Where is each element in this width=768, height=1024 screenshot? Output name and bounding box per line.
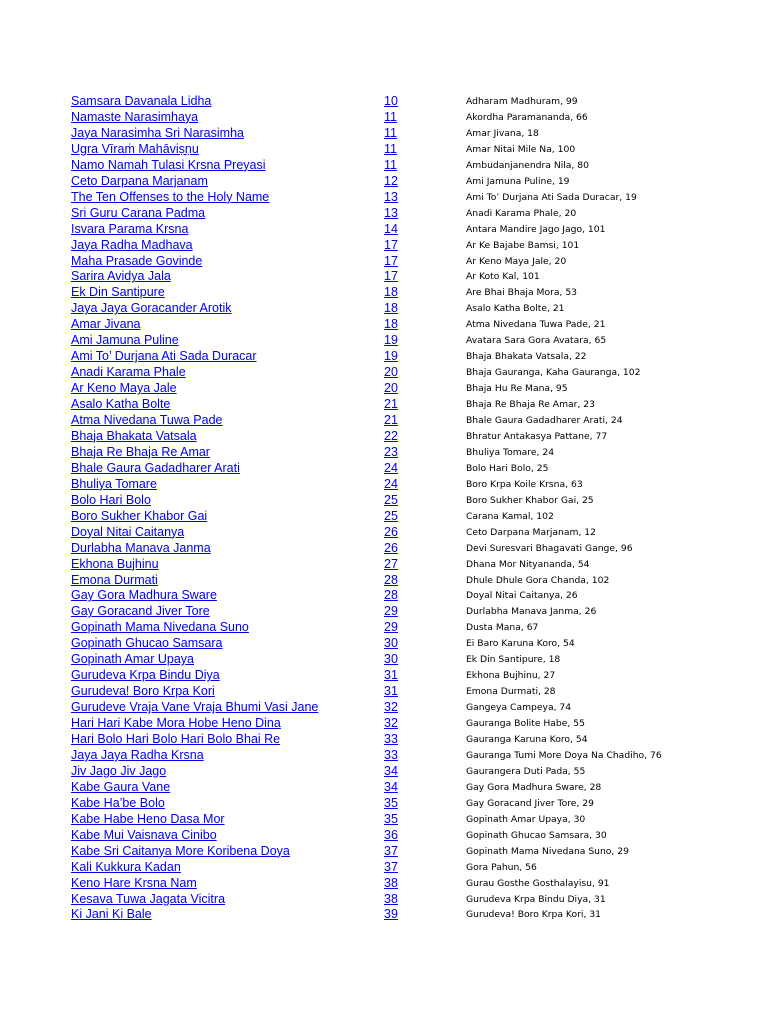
page-number-link[interactable]: 20 [384, 365, 398, 380]
alphabetical-index-entry: Bhale Gaura Gadadharer Arati, 24 [466, 415, 623, 426]
index-row [0, 492, 768, 508]
page-number-link[interactable]: 29 [384, 604, 398, 619]
page-number-link[interactable]: 26 [384, 524, 398, 539]
index-row [0, 619, 768, 635]
index-row [0, 93, 768, 109]
alphabetical-index-entry: Akordha Paramananda, 66 [466, 111, 588, 123]
index-row [0, 284, 768, 300]
song-title-link[interactable]: Namaste Narasimhaya [71, 109, 199, 124]
song-title-link[interactable]: Sarira Avidya Jala [71, 269, 171, 284]
page-number-link[interactable]: 18 [384, 301, 398, 316]
song-title-link[interactable]: Maha Prasade Govinde [71, 253, 203, 268]
alphabetical-index-entry: Ekhona Bujhinu, 27 [466, 670, 556, 682]
song-title-link[interactable]: Kabe Ha’be Bolo [71, 795, 165, 810]
song-title-link[interactable]: Anadi Karama Phale [71, 365, 186, 380]
page-number-link[interactable]: 18 [384, 285, 398, 300]
index-row [0, 157, 768, 173]
index-row [0, 906, 768, 922]
alphabetical-index-entry: Antara Mandire Jago Jago, 101 [466, 223, 606, 235]
index-row [0, 524, 768, 540]
index-row [0, 396, 768, 412]
alphabetical-index-entry: Ar Keno Maya Jale, 20 [466, 255, 567, 267]
index-row [0, 316, 768, 332]
song-title-link[interactable]: Hari Hari Kabe Mora Hobe Heno Dina [71, 716, 281, 731]
alphabetical-index-entry: Gauranga Bolite Habe, 55 [466, 718, 585, 730]
index-row [0, 173, 768, 189]
song-title-link[interactable]: Emona Durmati [71, 572, 158, 587]
alphabetical-index-entry: Gauranga Tumi More Doya Na Chadiho, 76 [466, 749, 662, 761]
alphabetical-index-entry: Gora Pahun, 56 [466, 861, 537, 873]
index-row [0, 476, 768, 492]
alphabetical-index-entry: Ek Din Santipure, 18 [466, 654, 561, 666]
alphabetical-index-entry: Ar Ke Bajabe Bamsi, 101 [466, 239, 580, 251]
page-number-link[interactable]: 28 [384, 572, 398, 587]
song-title-link[interactable]: Sri Guru Carana Padma [71, 205, 206, 220]
song-title-link[interactable]: Gay Goracand Jiver Tore [71, 604, 210, 619]
song-title-link[interactable]: Amar Jivana [71, 317, 141, 332]
alphabetical-index-entry: Gangeya Campeya, 74 [466, 702, 572, 714]
index-row [0, 667, 768, 683]
alphabetical-index-entry: Avatara Sara Gora Avatara, 65 [466, 335, 607, 347]
song-title-link[interactable]: The Ten Offenses to the Holy Name [71, 189, 270, 204]
index-row [0, 715, 768, 731]
alphabetical-index-entry: Asalo Katha Bolte, 21 [466, 303, 565, 315]
index-row [0, 811, 768, 827]
alphabetical-index-entry: Bolo Hari Bolo, 25 [466, 462, 549, 474]
alphabetical-index-entry: Bhaja Bhakata Vatsala, 22 [466, 351, 587, 363]
song-title-link[interactable]: Gurudeva! Boro Krpa Kori [71, 684, 215, 699]
song-title-link[interactable]: Ceto Darpana Marjanam [71, 173, 208, 188]
alphabetical-index-entry: Ceto Darpana Marjanam, 12 [466, 526, 596, 538]
page-number-link[interactable]: 11 [384, 141, 397, 156]
alphabetical-index-entry: Bhuliya Tomare, 24 [466, 446, 555, 458]
song-title-link[interactable]: Ami Jamuna Puline [71, 333, 179, 348]
index-row [0, 843, 768, 859]
index-row [0, 779, 768, 795]
index-row [0, 332, 768, 348]
page-number-link[interactable]: 17 [384, 253, 398, 268]
page-number-link[interactable]: 22 [384, 428, 398, 443]
song-title-link[interactable]: Asalo Katha Bolte [71, 397, 171, 412]
song-title-link[interactable]: Kabe Mui Vaisnava Cinibo [71, 827, 217, 842]
page-number-link[interactable]: 36 [384, 827, 398, 842]
song-title-link[interactable]: Jaya Narasimha Sri Narasimha [71, 125, 244, 140]
index-row [0, 205, 768, 221]
page-number-link[interactable]: 24 [384, 460, 398, 475]
song-title-link[interactable]: Jiv Jago Jiv Jago [71, 763, 167, 778]
index-row [0, 859, 768, 875]
page-number-link[interactable]: 12 [384, 173, 398, 188]
alphabetical-index-entry: Bhaja Hu Re Mana, 95 [466, 383, 568, 395]
page-number-link[interactable]: 35 [384, 811, 398, 826]
alphabetical-index-entry: Gay Goracand Jiver Tore, 29 [466, 797, 594, 809]
alphabetical-index-entry: Gopinath Ghucao Samsara, 30 [466, 829, 607, 841]
page-number-link[interactable]: 39 [384, 907, 398, 922]
alphabetical-index-entry: Are Bhai Bhaja Mora, 53 [466, 287, 578, 299]
index-row [0, 125, 768, 141]
page-number-link[interactable]: 18 [384, 317, 398, 332]
alphabetical-index-entry: Emona Durmati, 28 [466, 686, 556, 698]
page-number-link[interactable]: 32 [384, 700, 398, 715]
index-row [0, 508, 768, 524]
alphabetical-index-entry: Ami To’ Durjana Ati Sada Duracar, 19 [466, 191, 637, 203]
page-number-link[interactable]: 30 [384, 636, 398, 651]
song-title-link[interactable]: Gurudeva Krpa Bindu Diya [71, 668, 220, 683]
alphabetical-index-entry: Gurudeva! Boro Krpa Kori, 31 [466, 909, 601, 921]
song-title-link[interactable]: Gurudeve Vraja Vane Vraja Bhumi Vasi Jane [71, 700, 319, 715]
index-row [0, 189, 768, 205]
song-title-link[interactable]: Hari Bolo Hari Bolo Hari Bolo Bhai Re [71, 732, 281, 746]
song-title-link[interactable]: Gay Gora Madhura Sware [71, 588, 217, 603]
alphabetical-index-entry: Amar Jivana, 18 [466, 127, 539, 139]
index-row [0, 300, 768, 316]
index-row [0, 540, 768, 556]
song-title-link[interactable]: Kabe Habe Heno Dasa Mor [71, 811, 225, 826]
alphabetical-index-entry: Ami Jamuna Puline, 19 [466, 175, 570, 187]
alphabetical-index-entry: Gurudeva Krpa Bindu Diya, 31 [466, 893, 606, 905]
song-title-link[interactable]: Kali Kukkura Kadan [71, 859, 181, 874]
index-row [0, 380, 768, 396]
alphabetical-index-entry: Bhaja Re Bhaja Re Amar, 23 [466, 399, 595, 411]
song-title-link[interactable]: Jaya Jaya Radha Krsna [71, 747, 204, 762]
song-title-link[interactable]: Bhuliya Tomare [71, 476, 157, 491]
index-row [0, 572, 768, 588]
song-title-link[interactable]: Keno Hare Krsna Nam [71, 875, 197, 890]
song-title-link[interactable]: Ki Jani Ki Bale [71, 907, 152, 922]
page-number-link[interactable]: 11 [384, 157, 397, 172]
alphabetical-index-entry: Bhratur Antakasya Pattane, 77 [466, 430, 608, 442]
index-row [0, 795, 768, 811]
song-title-link[interactable]: Ugra Vīraṁ Mahāviṣṇu [71, 141, 199, 156]
song-title-link[interactable]: Kabe Sri Caitanya More Koribena Doya [71, 843, 290, 858]
alphabetical-index-entry: Atma Nivedana Tuwa Pade, 21 [466, 319, 606, 331]
song-title-link[interactable]: Gopinath Amar Upaya [71, 652, 194, 667]
index-row [0, 747, 768, 763]
alphabetical-index-entry: Bhaja Gauranga, Kaha Gauranga, 102 [466, 367, 641, 379]
page-number-link[interactable]: 25 [384, 492, 398, 507]
page-number-link[interactable]: 26 [384, 540, 398, 555]
page-number-link[interactable]: 21 [384, 413, 398, 427]
song-title-link[interactable]: Isvara Parama Krsna [71, 221, 189, 236]
index-row [0, 635, 768, 651]
alphabetical-index-entry: Gopinath Amar Upaya, 30 [466, 813, 586, 825]
index-row [0, 651, 768, 667]
index-row [0, 268, 768, 284]
index-row [0, 731, 768, 747]
page-number-link[interactable]: 25 [384, 508, 398, 523]
alphabetical-index-entry: Amar Nitai Mile Na, 100 [466, 143, 576, 155]
song-title-link[interactable]: Ami To’ Durjana Ati Sada Duracar [71, 349, 257, 364]
song-title-link[interactable]: Atma Nivedana Tuwa Pade [71, 413, 223, 427]
index-row [0, 348, 768, 364]
index-row [0, 587, 768, 603]
song-title-link[interactable]: Namo Namah Tulasi Krsna Preyasi [71, 157, 266, 172]
page-number-link[interactable]: 31 [384, 668, 398, 683]
song-title-link[interactable]: Samsara Davanala Lidha [71, 94, 212, 108]
index-row [0, 253, 768, 269]
page-number-link[interactable]: 23 [384, 444, 398, 459]
page-number-link[interactable]: 21 [384, 397, 398, 412]
index-row [0, 109, 768, 125]
index-row [0, 875, 768, 891]
alphabetical-index-entry: Gurau Gosthe Gosthalayisu, 91 [466, 877, 610, 889]
index-row [0, 221, 768, 237]
page-number-link[interactable]: 35 [384, 795, 398, 810]
page-number-link[interactable]: 13 [384, 205, 398, 220]
page-number-link[interactable]: 20 [384, 381, 398, 396]
alphabetical-index-entry: Ambudanjanendra Nila, 80 [466, 159, 589, 171]
page-number-link[interactable]: 31 [384, 684, 398, 699]
song-title-link[interactable]: Bolo Hari Bolo [71, 492, 151, 507]
page-number-link[interactable]: 14 [384, 221, 398, 236]
page-number-link[interactable]: 17 [384, 237, 398, 252]
alphabetical-index-entry: Boro Krpa Koile Krsna, 63 [466, 478, 583, 490]
index-row [0, 412, 768, 428]
page-number-link[interactable]: 28 [384, 588, 398, 603]
index-row [0, 556, 768, 572]
alphabetical-index-entry: Dusta Mana, 67 [466, 622, 539, 634]
alphabetical-index-entry: Ar Koto Kal, 101 [466, 271, 540, 283]
page-number-link[interactable]: 37 [384, 843, 398, 858]
alphabetical-index-entry: Doyal Nitai Caitanya, 26 [466, 590, 578, 602]
page-number-link[interactable]: 30 [384, 652, 398, 667]
index-row [0, 763, 768, 779]
page-number-link[interactable]: 27 [384, 556, 398, 571]
alphabetical-index-entry: Anadi Karama Phale, 20 [466, 207, 577, 219]
page-number-link[interactable]: 24 [384, 476, 398, 491]
page-number-link[interactable]: 34 [384, 763, 398, 778]
alphabetical-index-entry: Carana Kamal, 102 [466, 510, 554, 522]
alphabetical-index-entry: Dhana Mor Nityananda, 54 [466, 558, 590, 570]
page-number-link[interactable]: 10 [384, 94, 398, 108]
page-number-link[interactable]: 19 [384, 333, 398, 348]
song-title-link[interactable]: Kesava Tuwa Jagata Vicitra [71, 891, 226, 906]
song-title-link[interactable]: Durlabha Manava Janma [71, 540, 211, 555]
index-row [0, 460, 768, 476]
page-number-link[interactable]: 33 [384, 732, 398, 746]
alphabetical-index-entry: Boro Sukher Khabor Gai, 25 [466, 494, 594, 506]
song-title-link[interactable]: Boro Sukher Khabor Gai [71, 508, 208, 523]
index-row [0, 364, 768, 380]
index-row [0, 891, 768, 907]
song-title-link[interactable]: Bhale Gaura Gadadharer Arati [71, 460, 240, 475]
alphabetical-index-entry: Dhule Dhule Gora Chanda, 102 [466, 574, 610, 586]
song-title-link[interactable]: Ar Keno Maya Jale [71, 381, 177, 396]
page-number-link[interactable]: 32 [384, 716, 398, 731]
index-row [0, 428, 768, 444]
page-number-link[interactable]: 11 [384, 125, 397, 140]
index-row [0, 444, 768, 460]
song-title-link[interactable]: Doyal Nitai Caitanya [71, 524, 185, 539]
page-number-link[interactable]: 38 [384, 891, 398, 906]
index-row [0, 603, 768, 619]
alphabetical-index-entry: Ei Baro Karuna Koro, 54 [466, 638, 575, 650]
page-number-link[interactable]: 34 [384, 779, 398, 794]
alphabetical-index-entry: Gaurangera Duti Pada, 55 [466, 765, 586, 777]
alphabetical-index-entry: Gay Gora Madhura Sware, 28 [466, 781, 602, 793]
alphabetical-index-entry: Devi Suresvari Bhagavati Gange, 96 [466, 542, 633, 554]
song-title-link[interactable]: Ek Din Santipure [71, 285, 165, 300]
song-title-link[interactable]: Ekhona Bujhinu [71, 556, 159, 571]
page-number-link[interactable]: 38 [384, 875, 398, 890]
song-title-link[interactable]: Kabe Gaura Vane [71, 779, 171, 794]
index-row [0, 699, 768, 715]
page-number-link[interactable]: 37 [384, 859, 398, 874]
song-title-link[interactable]: Jaya Radha Madhava [71, 237, 193, 252]
song-title-link[interactable]: Bhaja Bhakata Vatsala [71, 428, 197, 443]
song-title-link[interactable]: Bhaja Re Bhaja Re Amar [71, 444, 210, 459]
alphabetical-index-entry: Gopinath Mama Nivedana Suno, 29 [466, 845, 629, 857]
page-number-link[interactable]: 13 [384, 189, 398, 204]
page-number-link[interactable]: 17 [384, 269, 398, 284]
index-row [0, 141, 768, 157]
page-number-link[interactable]: 19 [384, 349, 398, 364]
page-number-link[interactable]: 33 [384, 747, 398, 762]
alphabetical-index-entry: Gauranga Karuna Koro, 54 [466, 734, 588, 745]
song-title-link[interactable]: Gopinath Mama Nivedana Suno [71, 620, 249, 635]
alphabetical-index-entry: Durlabha Manava Janma, 26 [466, 606, 597, 618]
index-row [0, 237, 768, 253]
alphabetical-index-entry: Adharam Madhuram, 99 [466, 96, 578, 107]
index-row [0, 683, 768, 699]
song-title-link[interactable]: Jaya Jaya Goracander Arotik [71, 301, 232, 316]
page-number-link[interactable]: 11 [384, 109, 397, 124]
index-row [0, 827, 768, 843]
song-title-link[interactable]: Gopinath Ghucao Samsara [71, 636, 223, 651]
page-number-link[interactable]: 29 [384, 620, 398, 635]
